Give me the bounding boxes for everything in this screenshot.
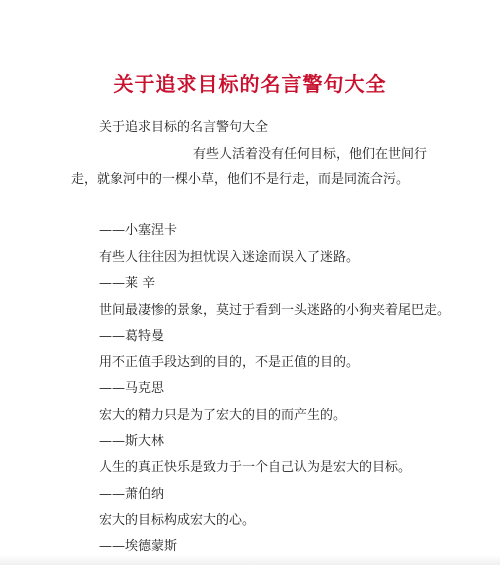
quote-author: ——埃德蒙斯 (99, 539, 178, 554)
quote-author: ——斯大林 (99, 434, 165, 449)
subtitle: 关于追求目标的名言警句大全 (99, 120, 269, 135)
quote-text: 宏大的精力只是为了宏大的目的而产生的。 (99, 408, 347, 423)
quote-author: ——萧伯纳 (99, 487, 165, 502)
quote-text: 宏大的目标构成宏大的心。 (99, 513, 256, 528)
document-title: 关于追求目标的名言警句大全 (113, 72, 387, 96)
quote-text: 有些人往往因为担忧误入迷途而误入了迷路。 (99, 250, 360, 265)
quote-author: ——葛特曼 (99, 329, 165, 344)
intro-line-2: 走，就象河中的一棵小草，他们不是行走，而是同流合污。 (71, 172, 410, 187)
quote-author: ——莱 辛 (99, 276, 156, 291)
intro-line-1: 有些人活着没有任何目标，他们在世间行 (193, 147, 428, 162)
quote-text: 用不正值手段达到的目的，不是正值的目的。 (99, 355, 360, 370)
quote-text: 人生的真正快乐是致力于一个自己认为是宏大的目标。 (99, 460, 412, 475)
quote-text: 世间最凄惨的景象，莫过于看到一头迷路的小狗夹着尾巴走。 (99, 303, 451, 318)
page-bottom-edge (0, 555, 500, 565)
quote-author: ——小塞涅卡 (99, 223, 178, 238)
quote-author: ——马克思 (99, 381, 165, 396)
